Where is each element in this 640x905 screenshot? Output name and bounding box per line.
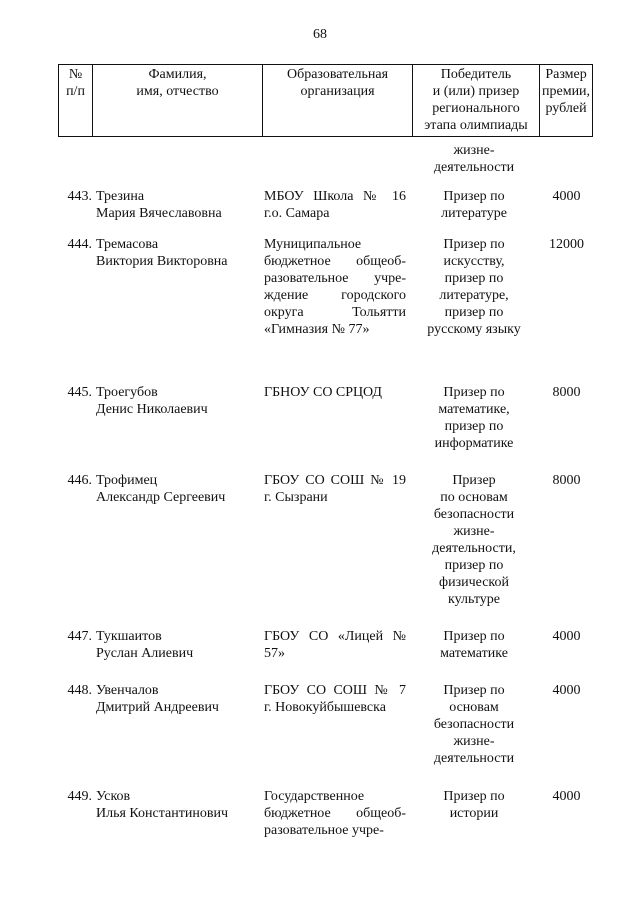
header-award: Победитель и (или) призер регионального этапа олимпиады [413,65,540,137]
organization-line: бюджетное общеоб- [264,254,406,269]
organization-line: г.о. Самара [264,206,330,221]
row-number: 444. [67,237,92,252]
organization-line: г. Сызрани [264,490,328,505]
row-name: Трезина Мария Вячеславовна [96,189,222,221]
row-organization [264,472,406,506]
row-amount: 8000 [552,385,581,400]
organization-line: ГБОУ СО «Лицей № 57» [264,629,406,661]
row-number: 445. [67,385,92,400]
row-award: Призер по истории [443,789,505,821]
organization-line: бюджетное общеоб- [264,806,406,821]
header-num: № п/п [59,65,93,137]
organization-line: разовательное учре- [264,823,384,838]
row-amount: 4000 [552,189,581,204]
row-award: Призер по основам безопасности жизне- деятельности, призер по физической культуре [432,473,516,607]
header-name: Фамилия, имя, отчество [93,65,263,137]
organization-line: ГБОУ СО СОШ № 19 [264,473,406,488]
row-amount: 12000 [549,237,584,252]
row-number: 447. [67,629,92,644]
header-organization: Образовательная организация [263,65,413,137]
row-award: Призер по основам безопасности жизне- деятельности [433,683,515,766]
organization-line: «Гимназия № 77» [264,322,370,337]
row-amount: 8000 [552,473,581,488]
row-amount: 4000 [552,683,581,698]
organization-line: ждение городского [264,288,406,303]
row-amount: 4000 [552,629,581,644]
row-name: Увенчалов Дмитрий Андреевич [96,683,219,715]
row-organization [264,188,406,222]
row-award: Призер по литературе [441,189,507,221]
row-award: Призер по искусству, призер по литературе, призер по русскому языку [427,237,521,337]
organization-line: округа Тольятти [264,305,406,320]
organization-line: ГБОУ СО СОШ № 7 [264,683,406,698]
row-name: Троегубов Денис Николаевич [96,385,208,417]
organization-line: г. Новокуйбышевска [264,700,386,715]
page-number: 68 [313,27,327,42]
table-header [58,64,593,137]
row-name: Тремасова Виктория Викторовна [96,237,228,269]
organization-line: ГБНОУ СО СРЦОД [264,385,382,400]
organization-line: Муниципальное [264,237,362,252]
organization-line: МБОУ Школа № 16 [264,189,406,204]
organization-line: разовательное учре- [264,271,406,286]
row-number: 448. [67,683,92,698]
row-organization [264,682,406,716]
row-name: Трофимец Александр Сергеевич [96,473,226,505]
row-organization [264,384,406,401]
row-organization [264,788,406,839]
row-number: 449. [67,789,92,804]
row-name: Усков Илья Константинович [96,789,229,821]
row-award: Призер по математике, призер по информатике [434,385,514,451]
row-name: Тукшаитов Руслан Алиевич [96,629,194,661]
row-number: 443. [67,189,92,204]
row-number: 446. [67,473,92,488]
header-amount: Размер премии, рублей [540,65,593,137]
continuation-text: жизне- деятельности [433,143,515,175]
row-organization [264,236,406,338]
row-amount: 4000 [552,789,581,804]
row-award: Призер по математике [440,629,508,661]
row-organization [264,628,406,662]
organization-line: Государственное [264,789,365,804]
